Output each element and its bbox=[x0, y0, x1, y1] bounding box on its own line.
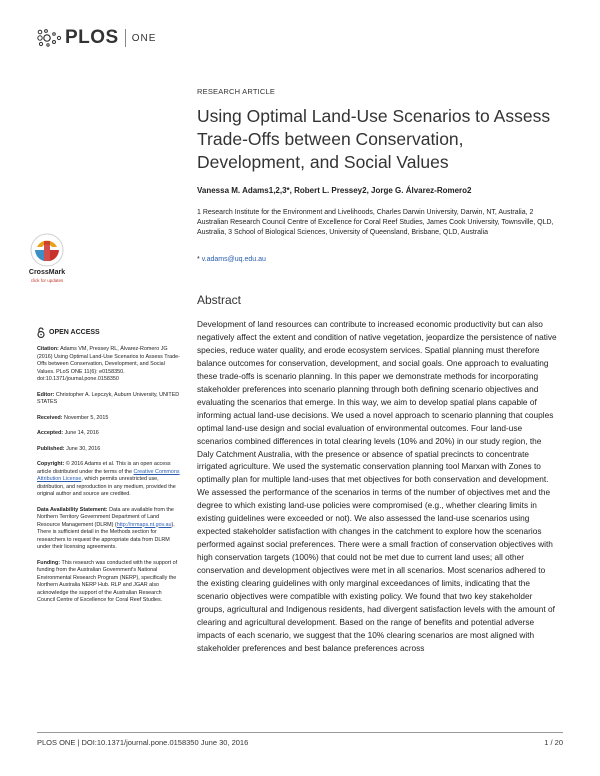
crossmark-sublabel[interactable]: click for updates bbox=[30, 278, 64, 283]
footer-journal-info: PLOS ONE | DOI:10.1371/journal.pone.0158350 June 30, 2016 bbox=[37, 738, 249, 747]
accepted-date: June 14, 2016 bbox=[64, 430, 99, 436]
open-access-badge bbox=[37, 327, 180, 338]
affiliations: 1 Research Institute for the Environment and Livelihoods, Charles Darwin University, Darwin, NT, Australia, 2 Australian Research Council Centre of Excellence for Coral Reef Studies, James Cook University, Townsville, QLD, Australia, 3 School of Biological Sciences, University of Queensland, Brisbane, QLD, Australia bbox=[197, 209, 554, 236]
received-date: November 5, 2015 bbox=[63, 414, 109, 421]
crossmark-icon[interactable] bbox=[30, 233, 64, 269]
copyright-text-1: © 2016 Adams et al. This is an open access article distributed under the terms of the bbox=[37, 461, 171, 475]
logo-divider bbox=[125, 29, 126, 47]
data-availability-block bbox=[37, 507, 180, 552]
crossmark-label[interactable]: CrossMark bbox=[28, 269, 66, 276]
author-list: Vanessa M. Adams1,2,3*, Robert L. Pressey2, Jorge G. Álvarez-Romero2 bbox=[197, 186, 472, 195]
license-link[interactable]: Creative Commons Attribution License bbox=[37, 468, 180, 482]
published-block bbox=[37, 446, 180, 454]
copyright-text-2: , which permits unrestricted use, distribution, and reproduction in any medium, provided the original author and source are credited. bbox=[37, 476, 176, 497]
abstract-body: Development of land resources can contribute to increased economic productivity but can also negatively affect the extent and condition of native vegetation, jeopardize the persistence of native species, reduce water quality, and erode ecosystem services. Spatial planning must therefore balance outcomes for conservation, development, and social goals. One approach to evaluating these trade-offs is scenario planning. In this paper we demonstrate methods for incorporating stakeholder preferences into scenario planning through both defining scenario objectives and evaluating the scenarios that emerge. In this way, we aim to develop spatial plans capable of informing actual land-use decisions. We used a novel approach to scenario planning that couples optimal land-use design and social evaluation of environmental outcomes. Four land-use scenarios combined differences in total clearing levels (10% and 20%) in our study region, the Daly Catchment Australia, with the presence or absence of spatial precincts to concentrate irrigated agriculture. We used the systematic conservation planning tool Marxan with Zones to optimally plan for multiple land-uses that met objectives for both conservation and development. We assessed the performance of the scenarios in terms of the number of objectives met and the degree to which existing land-use policies were compromised (e.g., whether clearing limits in existing guidelines were exceeded or not). We also assessed the land-use scenarios using expected stakeholder satisfaction with changes in the catchment to explore how the scenarios performed against social preferences. There were a small fraction of conservation objectives with high conservation targets (100%) that could not be met due to current land uses; all other conservation and development objectives were met in all scenarios. Most scenarios adhered to the existing clearing guidelines with only marginal exceedances of limits, indicating that the scenario objectives were compatible with existing policy. We found that two key stakeholder groups, agricultural and Indigenous residents, had divergent satisfaction levels with the amount of clearing and agricultural development. Based on the range of benefits and potential adverse impacts of each scenario, we suggest that the 10% clearing scenarios are most aligned with stakeholder preferences and best balance preferences across bbox=[197, 319, 557, 653]
email-marker: * bbox=[197, 256, 200, 263]
received-block bbox=[37, 415, 180, 423]
abstract-heading: Abstract bbox=[197, 293, 242, 307]
editor-block bbox=[37, 392, 180, 407]
email-link[interactable]: v.adams@uq.edu.au bbox=[201, 256, 266, 263]
citation-block bbox=[37, 346, 180, 384]
citation-text: Adams VM, Pressey RL, Álvarez-Romero JG (2016) Using Optimal Land-Use Scenarios to Assess Trade-Offs between Conservation, Development, and Social Values. PLoS ONE 11(6): e0158350. doi:10.1371/journal.pone.0158350 bbox=[37, 346, 180, 382]
funding-block bbox=[37, 560, 180, 605]
article-title: Using Optimal Land-Use Scenarios to Assess Trade-Offs between Conservation, Development, and Social Values bbox=[197, 106, 551, 172]
data-availability-text-1: Data are available from the Northern Territory Government Department of Land Resource Management (DLRM) ( bbox=[37, 506, 174, 528]
funding-label: Funding: bbox=[37, 559, 61, 566]
data-link[interactable]: http://nrmaps.nt.gov.au bbox=[116, 521, 172, 528]
open-lock-icon bbox=[37, 327, 45, 338]
logo-wordmark: PLOS bbox=[65, 27, 119, 48]
copyright-label: Copyright: bbox=[37, 461, 65, 467]
data-availability-label: Data Availability Statement: bbox=[37, 506, 108, 513]
editor-label: Editor: bbox=[37, 391, 55, 398]
published-date: June 30, 2016 bbox=[66, 445, 101, 452]
corresponding-email bbox=[197, 256, 266, 263]
copyright-block bbox=[37, 461, 180, 499]
accepted-label: Accepted: bbox=[37, 430, 64, 436]
sidebar bbox=[37, 327, 180, 613]
article-type: RESEARCH ARTICLE bbox=[197, 87, 276, 96]
plos-dots-icon bbox=[37, 29, 63, 47]
citation-label: Citation: bbox=[37, 346, 59, 352]
received-label: Received: bbox=[37, 414, 63, 421]
page-number: 1 / 20 bbox=[544, 738, 563, 747]
published-label: Published: bbox=[37, 445, 65, 452]
open-access-label: OPEN ACCESS bbox=[49, 328, 100, 336]
footer-divider bbox=[37, 732, 563, 733]
plos-logo bbox=[37, 27, 167, 49]
accepted-block bbox=[37, 430, 180, 438]
funding-text: This research was conducted with the support of funding from the Australian Government's National Environmental Research Program (NERP), specifically the Northern Australia NERP Hub. RLP and JGAR also acknowledge the support of the Australian Research Council Centre of Excellence for Coral Reef Studies. bbox=[37, 559, 178, 603]
editor-text: Christopher A. Lepczyk, Auburn University, UNITED STATES bbox=[37, 391, 180, 405]
data-availability-text-2: ). There is sufficient detail in the Methods section for researchers to request the appropriate data from DLRM under their licensing agreements. bbox=[37, 521, 175, 550]
logo-journal: ONE bbox=[131, 32, 157, 44]
